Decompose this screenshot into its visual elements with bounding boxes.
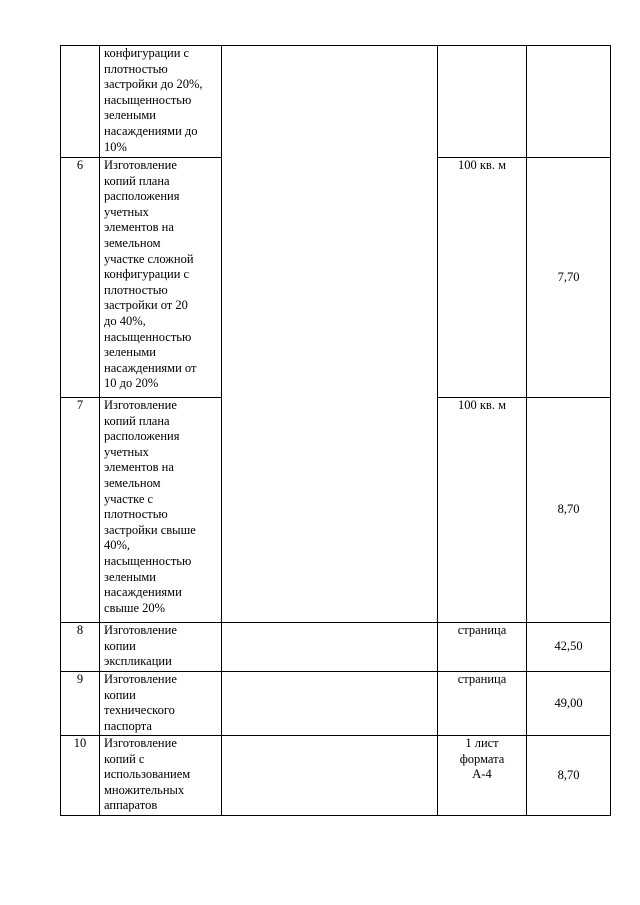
unit-cell: 100 кв. м [438, 398, 527, 623]
service-name-cell [100, 158, 222, 398]
service-name-line: учетных [104, 204, 149, 219]
service-name-cell [100, 398, 222, 623]
service-name-line: копий плана [104, 173, 170, 188]
unit-cell [438, 46, 527, 158]
service-name-line: насыщенностью [104, 553, 192, 568]
row-number-cell: 10 [61, 736, 100, 816]
row-number-cell: 9 [61, 672, 100, 736]
service-name-line: копии [104, 638, 136, 653]
unit-cell [438, 736, 527, 816]
service-name-line: свыше 20% [104, 600, 166, 615]
service-name-line: участке сложной [104, 251, 194, 266]
price-cell: 8,70 [527, 736, 611, 816]
service-name-line: расположения [104, 189, 180, 204]
service-name-cell [100, 46, 222, 158]
service-name-line: технического [104, 703, 175, 718]
price-cell [527, 46, 611, 158]
service-name-line: застройки до 20%, [104, 77, 203, 92]
service-name-line: Изготовление [104, 398, 177, 412]
tariff-table [60, 45, 611, 816]
empty-cell [222, 623, 438, 672]
service-name-cell [100, 672, 222, 736]
service-name-line: конфигурации с [104, 46, 190, 60]
service-name-line: плотностью [104, 282, 168, 297]
service-name-line: копий с [104, 751, 145, 766]
service-name-line: копий плана [104, 413, 170, 428]
unit-cell: 100 кв. м [438, 158, 527, 398]
service-name-line: земельном [104, 475, 161, 490]
service-name-line: элементов на [104, 220, 174, 235]
service-name-line: застройки свыше [104, 522, 196, 537]
service-name-line: множительных [104, 782, 185, 797]
row-number-cell: 6 [61, 158, 100, 398]
price-cell: 42,50 [527, 623, 611, 672]
service-name-line: конфигурации с [104, 267, 190, 282]
service-name-line: Изготовление [104, 672, 177, 686]
service-name-line: до 40%, [104, 313, 146, 328]
unit-line: формата [459, 751, 505, 766]
service-name-line: плотностью [104, 61, 168, 76]
row-number-cell [61, 46, 100, 158]
service-name-line: использованием [104, 767, 191, 782]
service-name-line: насаждениями до [104, 123, 198, 138]
service-name-line: насаждениями [104, 585, 182, 600]
service-name-line: Изготовление [104, 623, 177, 637]
service-name-line: насаждениями от [104, 360, 197, 375]
service-name-line: 40%, [104, 538, 131, 553]
price-cell: 7,70 [527, 158, 611, 398]
service-name-line: экспликации [104, 654, 172, 669]
service-name-line: зелеными [104, 108, 156, 123]
service-name-line: 10% [104, 139, 127, 154]
service-name-line: плотностью [104, 507, 168, 522]
service-name-line: копии [104, 687, 136, 702]
service-name-line: элементов на [104, 460, 174, 475]
price-cell: 49,00 [527, 672, 611, 736]
empty-cell [222, 672, 438, 736]
service-name-line: насыщенностью [104, 92, 192, 107]
row-number-cell: 8 [61, 623, 100, 672]
table-row [61, 736, 611, 816]
unit-line: 1 лист [465, 736, 499, 750]
service-name-line: земельном [104, 235, 161, 250]
row-number-cell: 7 [61, 398, 100, 623]
service-name-line: 10 до 20% [104, 376, 159, 391]
price-cell: 8,70 [527, 398, 611, 623]
service-name-cell [100, 736, 222, 816]
unit-line: А-4 [472, 767, 492, 782]
table-row [61, 672, 611, 736]
service-name-line: зелеными [104, 345, 156, 360]
merged-empty-cell [222, 46, 438, 623]
table-row [61, 46, 611, 158]
table-row [61, 623, 611, 672]
service-name-line: учетных [104, 444, 149, 459]
unit-cell: страница [438, 672, 527, 736]
service-name-cell [100, 623, 222, 672]
service-name-line: насыщенностью [104, 329, 192, 344]
service-name-line: застройки от 20 [104, 298, 188, 313]
service-name-line: аппаратов [104, 798, 158, 813]
service-name-line: расположения [104, 429, 180, 444]
service-name-line: паспорта [104, 718, 152, 733]
unit-cell: страница [438, 623, 527, 672]
service-name-line: участке с [104, 491, 154, 506]
service-name-line: Изготовление [104, 736, 177, 750]
service-name-line: зелеными [104, 569, 156, 584]
service-name-line: Изготовление [104, 158, 177, 172]
empty-cell [222, 736, 438, 816]
